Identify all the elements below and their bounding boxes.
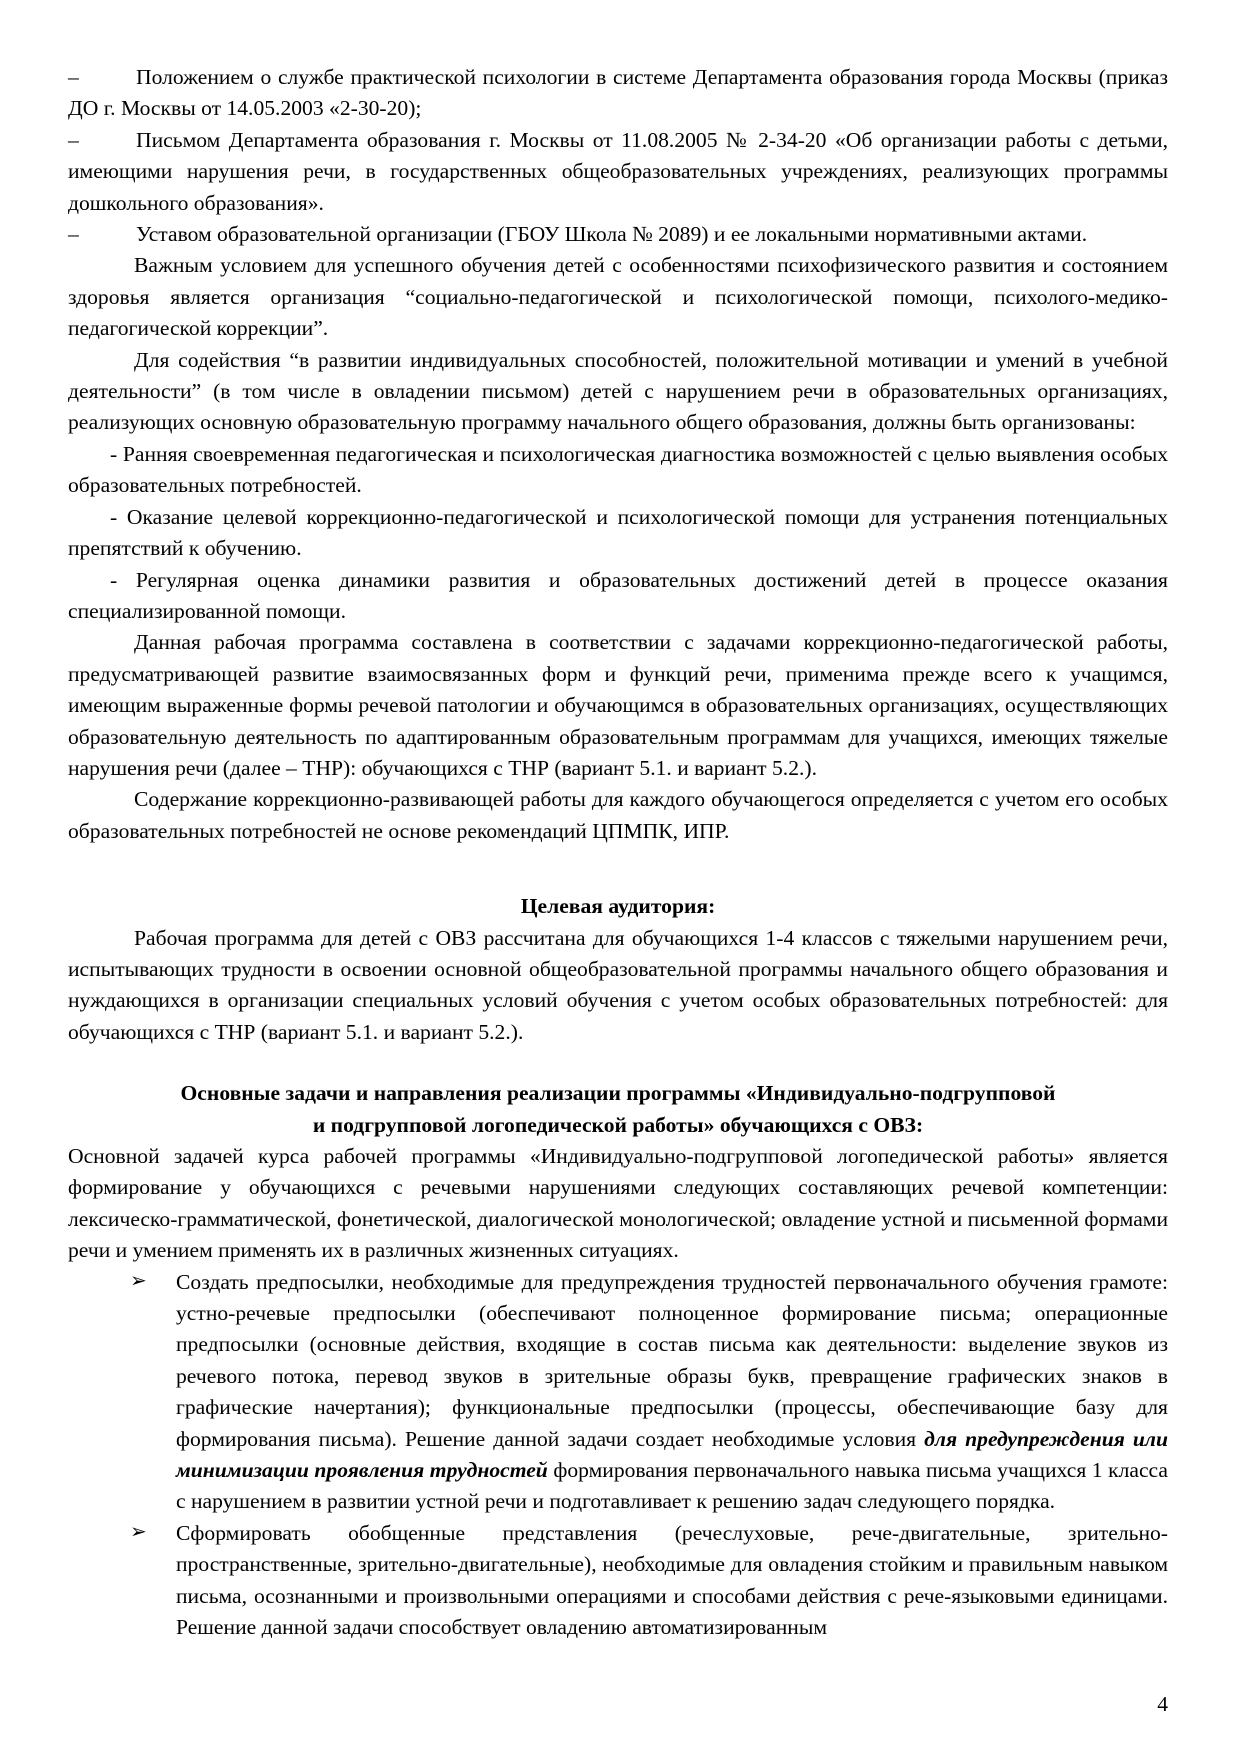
dash-bullet: – [68, 222, 79, 247]
legal-reference-text: Положением о службе практической психологии в системе Департамента образования города Москвы (приказ ДО г. Москвы от 14.05.2003 «2-30-20); [68, 65, 1168, 121]
arrow-bullet-icon: ➢ [130, 1520, 147, 1543]
paragraph-important-condition: Важным условием для успешного обучения детей с особенностями психофизического развития и состоянием здоровья является организация “социально-педагогической и психологической помощи, психолого-медико-педагогической коррекции”. [68, 253, 1168, 341]
legal-reference-text: Уставом образовательной организации (ГБОУ Школа № 2089) и ее локальными нормативными актами. [136, 222, 1088, 247]
task-text-part2: формирования первоначального навыка письма учащихся 1 класса с нарушением в развитии устной речи и подготавливает к решению задач следующего порядка. [176, 1458, 1168, 1514]
task-text-part1: Сформировать обобщенные представления (речеслуховые, рече-двигательные, зрительно-пространственные, зрительно-двигательные), необходимые для овладения стойким и правильным навыком письма, осознанными и произвольными операциями и способами действия с рече-языковыми единицами. Решение данной задачи способствует овладению автоматизированным [176, 1520, 1168, 1640]
page-number: 4 [1157, 1692, 1168, 1717]
dash-bullet: – [68, 127, 79, 152]
legal-reference-item [68, 125, 1168, 219]
legal-reference-text: Письмом Департамента образования г. Москвы от 11.08.2005 № 2-34-20 «Об организации работы с детьми, имеющими нарушения речи, в государственных общеобразовательных учреждениях, реализующих программы дошкольного образования». [68, 127, 1168, 215]
arrow-bullet-icon: ➢ [130, 1269, 147, 1292]
legal-reference-item [68, 219, 1168, 250]
section-spacer [68, 1048, 1168, 1078]
legal-reference-item [68, 62, 1168, 125]
paragraph-content-determined: Содержание коррекционно-развивающей работы для каждого обучающегося определяется с учетом его особых образовательных потребностей не основе рекомендаций ЦПМПК, ИПР. [68, 787, 1168, 843]
task-text-emphasis: для предупреждения или минимизации проявления трудностей [176, 1426, 1168, 1483]
dash-bullet: – [68, 65, 79, 89]
paragraph-program-compiled: Данная рабочая программа составлена в соответствии с задачами коррекционно-педагогической работы, предусматривающей развитие взаимосвязанных форм и функций речи, применима прежде всего к учащимся, имеющим выраженные формы речевой патологии и обучающимся в образовательных организациях, осуществляющих образовательную деятельность по адаптированным образовательным программам для учащихся, имеющих тяжелые нарушения речи (далее – ТНР): обучающихся с ТНР (вариант 5.1. и вариант 5.2.). [68, 630, 1168, 780]
sub-item-early-diagnostics: - Ранняя своевременная педагогическая и психологическая диагностика возможностей с целью выявления особых образовательных потребностей. [68, 441, 1168, 498]
paragraph-for-assistance: Для содействия “в развитии индивидуальных способностей, положительной мотивации и умений в учебной деятельности” (в том числе в овладении письмом) детей с нарушением речи в образовательных организациях, реализующих основную образовательную программу начального общего образования, должны быть организованы: [68, 347, 1168, 435]
heading-main-tasks-line2: и подгрупповой логопедической работы» обучающихся с ОВЗ: [312, 1112, 924, 1137]
paragraph-target-audience: Рабочая программа для детей с ОВЗ рассчитана для обучающихся 1-4 классов с тяжелыми нарушением речи, испытывающих трудности в освоении основной общеобразовательной программы начального общего образования и нуждающихся в организации специальных условий обучения с учетом особых образовательных потребностей: для обучающихся с ТНР (вариант 5.1. и вариант 5.2.). [68, 925, 1168, 1044]
task-item-form-generalized-ideas [68, 1518, 1168, 1644]
section-spacer [68, 847, 1168, 891]
task-item-create-prerequisites [68, 1267, 1168, 1518]
heading-target-audience: Целевая аудитория: [520, 894, 716, 919]
sub-item-regular-assessment: - Регулярная оценка динамики развития и образовательных достижений детей в процессе оказания специализированной помощи. [68, 567, 1168, 623]
paragraph-main-task-intro: Основной задачей курса рабочей программы «Индивидуально-подгрупповой логопедической работы» является формирование у обучающихся с речевыми нарушениями следующих составляющих речевой компетенции: лексическо-грамматической, фонетической, диалогической монологической; овладение устной и письменной формами речи и умением применять их в различных жизненных ситуациях. [68, 1144, 1168, 1263]
task-text-part1: Создать предпосылки, необходимые для предупреждения трудностей первоначального обучения грамоте: устно-речевые предпосылки (обеспечивают полноценное формирование письма; операционные предпосылки (основные действия, входящие в состав письма как деятельности: выделение звуков из речевого потока, перевод звуков в зрительные образы букв, превращение графических знаков в графические начертания); функциональные предпосылки (процессы, обеспечивающие базу для формирования письма). Решение данной задачи создает необходимые условия [176, 1269, 1168, 1451]
document-body [68, 62, 1168, 1644]
heading-main-tasks-line1: Основные задачи и направления реализации программы «Индивидуально-подгрупповой [180, 1081, 1056, 1106]
sub-item-targeted-help: - Оказание целевой коррекционно-педагогической и психологической помощи для устранения потенциальных препятствий к обучению. [68, 504, 1168, 561]
